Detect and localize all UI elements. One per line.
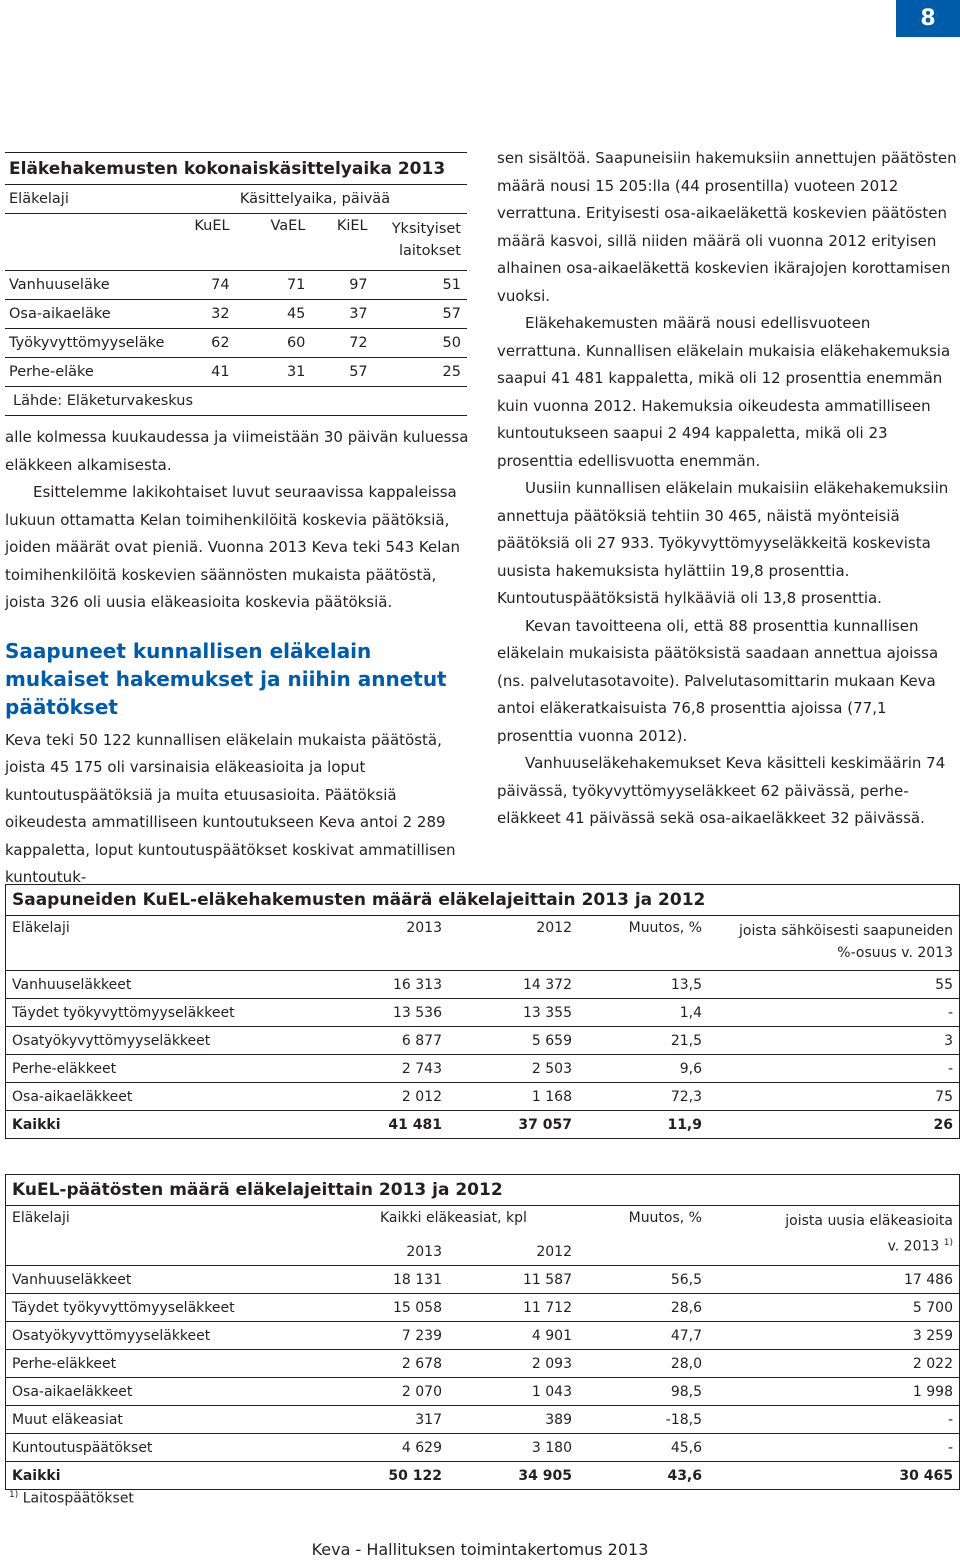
cell: 11 587 xyxy=(448,1266,578,1294)
cell: 31 xyxy=(236,358,312,387)
table-row xyxy=(6,971,960,999)
footnote-mark: 1) xyxy=(9,1490,19,1500)
cell: - xyxy=(708,1406,960,1434)
cell: 1,4 xyxy=(578,999,708,1027)
column-header: 2012 xyxy=(448,916,578,971)
column-header: 2012 xyxy=(448,1238,578,1266)
cell: 2 678 xyxy=(318,1350,448,1378)
cell: 15 058 xyxy=(318,1294,448,1322)
column-header-line: joista uusia eläkeasioita xyxy=(785,1213,953,1229)
paragraph: Eläkehakemusten määrä nousi edellisvuoteen verrattuna. Kunnallisen eläkelain mukaisia eläkehakemuksia saapui 41 481 kappaletta, mikä oli 12 prosenttia enemmän kuin vuonna 2012. Hakemuksia oikeudesta ammatilliseen kuntoutukseen saapui 2 494 kappaletta, mikä oli 23 prosenttia edellisvuotta enemmän. xyxy=(497,314,951,470)
cell: 71 xyxy=(236,271,312,300)
table-source: Lähde: Eläketurvakeskus xyxy=(5,387,467,416)
cell: 72 xyxy=(311,329,373,358)
table-row xyxy=(6,1294,960,1322)
table-row-total xyxy=(6,1462,960,1490)
cell: 13 355 xyxy=(448,999,578,1027)
table-title: Saapuneiden KuEL-eläkehakemusten määrä eläkelajeittain 2013 ja 2012 xyxy=(6,885,960,916)
table-row xyxy=(6,1266,960,1294)
column-header-line: v. 2013 xyxy=(887,1238,940,1255)
column-header: KiEL xyxy=(311,214,373,271)
section-heading: Saapuneet kunnallisen eläkelain mukaiset hakemukset ja niihin annetut päätökset xyxy=(5,638,447,719)
cell: 3 180 xyxy=(448,1434,578,1462)
cell: 7 239 xyxy=(318,1322,448,1350)
cell: 2 503 xyxy=(448,1055,578,1083)
right-column xyxy=(497,145,959,833)
paragraph: alle kolmessa kuukaudessa ja viimeistään 30 päivän kuluessa eläkkeen alkamisesta. xyxy=(5,428,469,474)
table-row xyxy=(6,1322,960,1350)
cell: 97 xyxy=(311,271,373,300)
cell: - xyxy=(708,1055,960,1083)
cell: 51 xyxy=(374,271,467,300)
cell: 60 xyxy=(236,329,312,358)
paragraph: Vanhuuseläkehakemukset Keva käsitteli keskimäärin 74 päivässä, työkyvyttömyyseläkkeet 62 päivässä, perhe-eläkkeet 41 päivässä sekä osa-aikaeläkkeet 32 päivässä. xyxy=(497,754,946,827)
cell: 34 905 xyxy=(448,1462,578,1490)
table-row xyxy=(6,1406,960,1434)
decisions-table xyxy=(5,1174,960,1490)
cell: 62 xyxy=(186,329,236,358)
column-header: KuEL xyxy=(186,214,236,271)
row-label: Vanhuuseläkkeet xyxy=(6,971,319,999)
row-label: Perhe-eläkkeet xyxy=(6,1350,319,1378)
table-row xyxy=(6,1083,960,1111)
row-label: Työkyvyttömyyseläke xyxy=(5,329,186,358)
footnote-ref: 1) xyxy=(943,1238,953,1248)
row-label: Perhe-eläkkeet xyxy=(6,1055,319,1083)
cell: 41 481 xyxy=(318,1111,448,1139)
row-label: Osa-aikaeläke xyxy=(5,300,186,329)
cell: 45 xyxy=(236,300,312,329)
cell: 56,5 xyxy=(578,1266,708,1294)
cell: 389 xyxy=(448,1406,578,1434)
column-header: 2013 xyxy=(318,1238,448,1266)
table-row xyxy=(5,358,467,387)
cell: 17 486 xyxy=(708,1266,960,1294)
cell: 2 022 xyxy=(708,1350,960,1378)
cell: 18 131 xyxy=(318,1266,448,1294)
group-header: Käsittelyaika, päivää xyxy=(186,185,467,214)
column-header xyxy=(708,1206,960,1266)
row-label: Kaikki xyxy=(6,1111,319,1139)
table-row xyxy=(6,1378,960,1406)
cell: 2 093 xyxy=(448,1350,578,1378)
cell: 21,5 xyxy=(578,1027,708,1055)
footnote-text: Laitospäätökset xyxy=(22,1490,134,1507)
page-number-badge xyxy=(896,0,960,37)
column-header: Kaikki eläkeasiat, kpl xyxy=(380,1210,527,1226)
cell: 13 536 xyxy=(318,999,448,1027)
row-label: Osa-aikaeläkkeet xyxy=(6,1378,319,1406)
cell: 28,0 xyxy=(578,1350,708,1378)
column-header: Muutos, % xyxy=(628,1210,702,1226)
paragraph: Kevan tavoitteena oli, että 88 prosenttia kunnallisen eläkelain mukaisista päätöksistä saadaan annettua ajoissa (ns. palvelutasotavoite). Palvelutasomittarin mukaan Keva antoi eläkeratkaisuista 76,8 prosenttia ajoissa (77,1 prosenttia vuonna 2012). xyxy=(497,616,939,745)
table-row xyxy=(6,1055,960,1083)
column-header: Yksityiset laitokset xyxy=(374,214,467,271)
row-label: Täydet työkyvyttömyyseläkkeet xyxy=(6,999,319,1027)
row-label: Perhe-eläke xyxy=(5,358,186,387)
processing-time-table xyxy=(5,152,467,416)
column-header: Eläkelaji xyxy=(5,185,186,214)
cell: 45,6 xyxy=(578,1434,708,1462)
cell: 47,7 xyxy=(578,1322,708,1350)
cell: 1 168 xyxy=(448,1083,578,1111)
row-label: Kaikki xyxy=(6,1462,319,1490)
cell: 2 070 xyxy=(318,1378,448,1406)
cell: 30 465 xyxy=(708,1462,960,1490)
cell: 4 901 xyxy=(448,1322,578,1350)
cell: 1 998 xyxy=(708,1378,960,1406)
cell: 75 xyxy=(708,1083,960,1111)
cell: 14 372 xyxy=(448,971,578,999)
row-label: Täydet työkyvyttömyyseläkkeet xyxy=(6,1294,319,1322)
table-footnote xyxy=(9,1490,134,1507)
cell: 25 xyxy=(374,358,467,387)
row-label: Kuntoutuspäätökset xyxy=(6,1434,319,1462)
page-number: 8 xyxy=(920,6,936,31)
row-label: Osatyökyvyttömyyseläkkeet xyxy=(6,1027,319,1055)
column-header-line: %-osuus v. 2013 xyxy=(837,945,953,961)
cell: 16 313 xyxy=(318,971,448,999)
cell: 2 743 xyxy=(318,1055,448,1083)
cell: 3 259 xyxy=(708,1322,960,1350)
row-label: Osatyökyvyttömyyseläkkeet xyxy=(6,1322,319,1350)
column-header: 2013 xyxy=(318,916,448,971)
cell: - xyxy=(708,1434,960,1462)
cell: 5 700 xyxy=(708,1294,960,1322)
cell: 74 xyxy=(186,271,236,300)
table-title: KuEL-päätösten määrä eläkelajeittain 2013 ja 2012 xyxy=(6,1175,960,1206)
cell: 43,6 xyxy=(578,1462,708,1490)
table-row xyxy=(6,1434,960,1462)
column-header: VaEL xyxy=(236,214,312,271)
column-header: Eläkelaji xyxy=(6,1206,319,1239)
cell: 26 xyxy=(708,1111,960,1139)
cell: 57 xyxy=(311,358,373,387)
cell: 9,6 xyxy=(578,1055,708,1083)
cell: 98,5 xyxy=(578,1378,708,1406)
cell: 37 xyxy=(311,300,373,329)
cell: 28,6 xyxy=(578,1294,708,1322)
cell: 50 xyxy=(374,329,467,358)
table-row xyxy=(6,999,960,1027)
table-title: Eläkehakemusten kokonaiskäsittelyaika 2013 xyxy=(5,153,467,185)
cell: 11,9 xyxy=(578,1111,708,1139)
column-header xyxy=(708,916,960,971)
cell: 72,3 xyxy=(578,1083,708,1111)
table-row xyxy=(6,1350,960,1378)
left-column xyxy=(5,424,471,892)
column-header: Muutos, % xyxy=(578,916,708,971)
cell: 1 043 xyxy=(448,1378,578,1406)
cell: 317 xyxy=(318,1406,448,1434)
page-footer: Keva - Hallituksen toimintakertomus 2013 xyxy=(311,1540,649,1559)
row-label: Osa-aikaeläkkeet xyxy=(6,1083,319,1111)
cell: 32 xyxy=(186,300,236,329)
row-label: Vanhuuseläkkeet xyxy=(6,1266,319,1294)
table-row xyxy=(5,329,467,358)
cell: 11 712 xyxy=(448,1294,578,1322)
cell: 37 057 xyxy=(448,1111,578,1139)
table-row xyxy=(5,300,467,329)
cell: -18,5 xyxy=(578,1406,708,1434)
column-header: Eläkelaji xyxy=(6,916,319,971)
cell: 41 xyxy=(186,358,236,387)
table-row xyxy=(6,1027,960,1055)
cell: 13,5 xyxy=(578,971,708,999)
cell: 57 xyxy=(374,300,467,329)
cell: 5 659 xyxy=(448,1027,578,1055)
row-label: Vanhuuseläke xyxy=(5,271,186,300)
paragraph: Uusiin kunnallisen eläkelain mukaisiin eläkehakemuksiin annettuja päätöksiä tehtiin 30 465, näistä myönteisiä päätöksiä oli 27 933. Työkyvyttömyyseläkkeitä koskevista uusista hakemuksista hylättiin 19,8 prosenttia. Kuntoutuspäätöksistä hylkääviä oli 13,8 prosenttia. xyxy=(497,479,949,607)
paragraph: Keva teki 50 122 kunnallisen eläkelain mukaista päätöstä, joista 45 175 oli varsinaisia eläkeasioita ja loput kuntoutuspäätöksiä ja muita etuusasioita. Päätöksiä oikeudesta ammatilliseen kuntoutukseen Keva antoi 2 289 kappaletta, loput kuntoutuspäätökset koskivat ammatillisen kuntoutuk- xyxy=(5,730,456,886)
cell: 50 122 xyxy=(318,1462,448,1490)
cell: 55 xyxy=(708,971,960,999)
table-row-total xyxy=(6,1111,960,1139)
received-applications-table xyxy=(5,884,960,1139)
cell: 3 xyxy=(708,1027,960,1055)
cell: 6 877 xyxy=(318,1027,448,1055)
cell: 2 012 xyxy=(318,1083,448,1111)
column-header-line: joista sähköisesti saapuneiden xyxy=(739,923,953,939)
paragraph: sen sisältöä. Saapuneisiin hakemuksiin annettujen päätösten määrä nousi 15 205:lla (44 prosentilla) vuoteen 2012 verrattuna. Erityisesti osa-aikaeläkettä koskevien päätösten määrä kasvoi, sillä niiden määrä oli vuonna 2012 erityisen alhainen osa-aikaeläkettä koskevien ikärajojen korottamisen vuoksi. xyxy=(497,149,957,305)
table-row xyxy=(5,271,467,300)
row-label: Muut eläkeasiat xyxy=(6,1406,319,1434)
paragraph: Esittelemme lakikohtaiset luvut seuraavissa kappaleissa lukuun ottamatta Kelan toimihenkilöitä koskevia päätöksiä, joiden määrät ovat pieniä. Vuonna 2013 Keva teki 543 Kelan toimihenkilöitä koskevien säännösten mukaista päätöstä, joista 326 oli uusia eläkeasioita koskevia päätöksiä. xyxy=(5,483,461,611)
cell: 4 629 xyxy=(318,1434,448,1462)
cell: - xyxy=(708,999,960,1027)
